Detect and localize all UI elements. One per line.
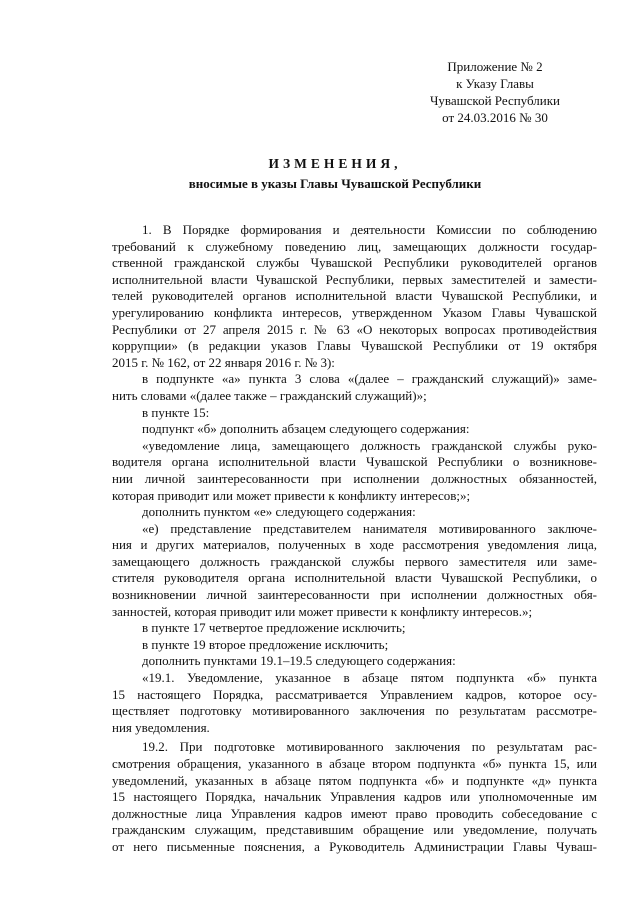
text-line: «уведомление лица, замещающего должность гражданской службы руко- [142, 437, 597, 453]
appendix-line: к Указу Главы [456, 76, 534, 91]
text-line: 15 настоящего Порядка, рассматривается Управлением кадров, которое осу- [112, 686, 597, 702]
text-line: возникновении личной заинтересованности при исполнении должностных обя- [112, 587, 597, 603]
text-line: в пункте 17 четвертое предложение исключить; [142, 620, 406, 636]
text-line: нии личной заинтересованности при исполнении должностных обязанностей, [112, 470, 597, 486]
text-line: замещающего должность гражданской службы первого заместителя или заме- [112, 553, 597, 569]
document-title: ИЗМЕНЕНИЯ, [268, 156, 402, 171]
text-line: ния уведомления. [112, 719, 210, 735]
text-line: ния и других материалов, полученных в ходе рассмотрения уведомления лица, [112, 537, 597, 553]
text-line: гражданским служащим, представившим обращение или уведомление, получать [112, 822, 597, 838]
document-subtitle: вносимые в указы Главы Чувашской Республики [188, 176, 482, 191]
text-line: 19.2. При подготовке мотивированного заключения по результатам рас- [142, 739, 597, 755]
text-line: должностные лица Управления кадров имеют право проводить собеседование с [112, 805, 597, 821]
text-line: ществляет подготовку мотивированного заключения по результатам рассмотре- [112, 703, 597, 719]
appendix-line: Чувашской Республики [429, 93, 561, 108]
text-line: «19.1. Уведомление, указанное в абзаце пятом подпункта «б» пункта [142, 670, 597, 686]
text-line: требований к служебному поведению лиц, замещающих должности государ- [112, 238, 597, 254]
appendix-line: Приложение № 2 [447, 59, 543, 74]
appendix-block [395, 58, 595, 126]
text-line: дополнить пунктами 19.1–19.5 следующего содержания: [142, 653, 456, 669]
text-line: нить словами «(далее также – гражданский служащий)»; [112, 387, 427, 403]
appendix-line: от 24.03.2016 № 30 [442, 110, 548, 125]
text-line: в пункте 19 второе предложение исключить; [142, 636, 389, 652]
document-body [112, 222, 597, 856]
text-line: Республики от 27 апреля 2015 г. № 63 «О некоторых вопросах противодействия [112, 321, 597, 337]
text-line: коррупции» (в редакции указов Главы Чувашской Республики от 19 октября [112, 338, 597, 354]
text-line: которая приводит или может привести к конфликту интересов;»; [112, 487, 471, 503]
text-line: «е) представление представителем нанимателя мотивированного заключе- [142, 520, 597, 536]
text-line: от него письменные пояснения, а Руководитель Администрации Главы Чуваш- [112, 838, 597, 854]
text-line: ственной гражданской службы Чувашской Республики руководителей органов [112, 255, 597, 271]
text-line: дополнить пунктом «е» следующего содержания: [142, 504, 416, 520]
text-line: уведомлений, указанных в абзаце пятом подпункта «б» и подпункте «д» пункта [112, 772, 597, 788]
text-line: в пункте 15: [142, 404, 210, 420]
text-line: исполнительной власти Чувашской Республики, первых заместителей и замести- [112, 271, 597, 287]
text-line: в подпункте «а» пункта 3 слова «(далее – гражданский служащий)» заме- [142, 371, 597, 387]
text-line: урегулированию конфликта интересов, утвержденном Указом Главы Чувашской [112, 304, 597, 320]
text-line: 1. В Порядке формирования и деятельности Комиссии по соблюдению [142, 222, 597, 237]
text-line: водителя органа исполнительной власти Чувашской Республики о возникнове- [112, 454, 597, 470]
text-line: телей руководителей органов исполнительной власти Чувашской Республики, и [112, 288, 597, 304]
text-line: 2015 г. № 162, от 22 января 2016 г. № 3): [112, 354, 335, 370]
text-line: занностей, которая приводит или может привести к конфликту интересов.»; [112, 603, 533, 619]
text-line: смотрения обращения, указанного в абзаце втором подпункта «б» пункта 15, или [112, 756, 597, 771]
text-line: 15 настоящего Порядка, начальник Управления кадров или уполномоченные им [112, 789, 597, 805]
text-line: подпункт «б» дополнить абзацем следующего содержания: [142, 421, 470, 437]
text-line: стителя руководителя органа исполнительной власти Чувашской Республики, о [112, 570, 597, 586]
